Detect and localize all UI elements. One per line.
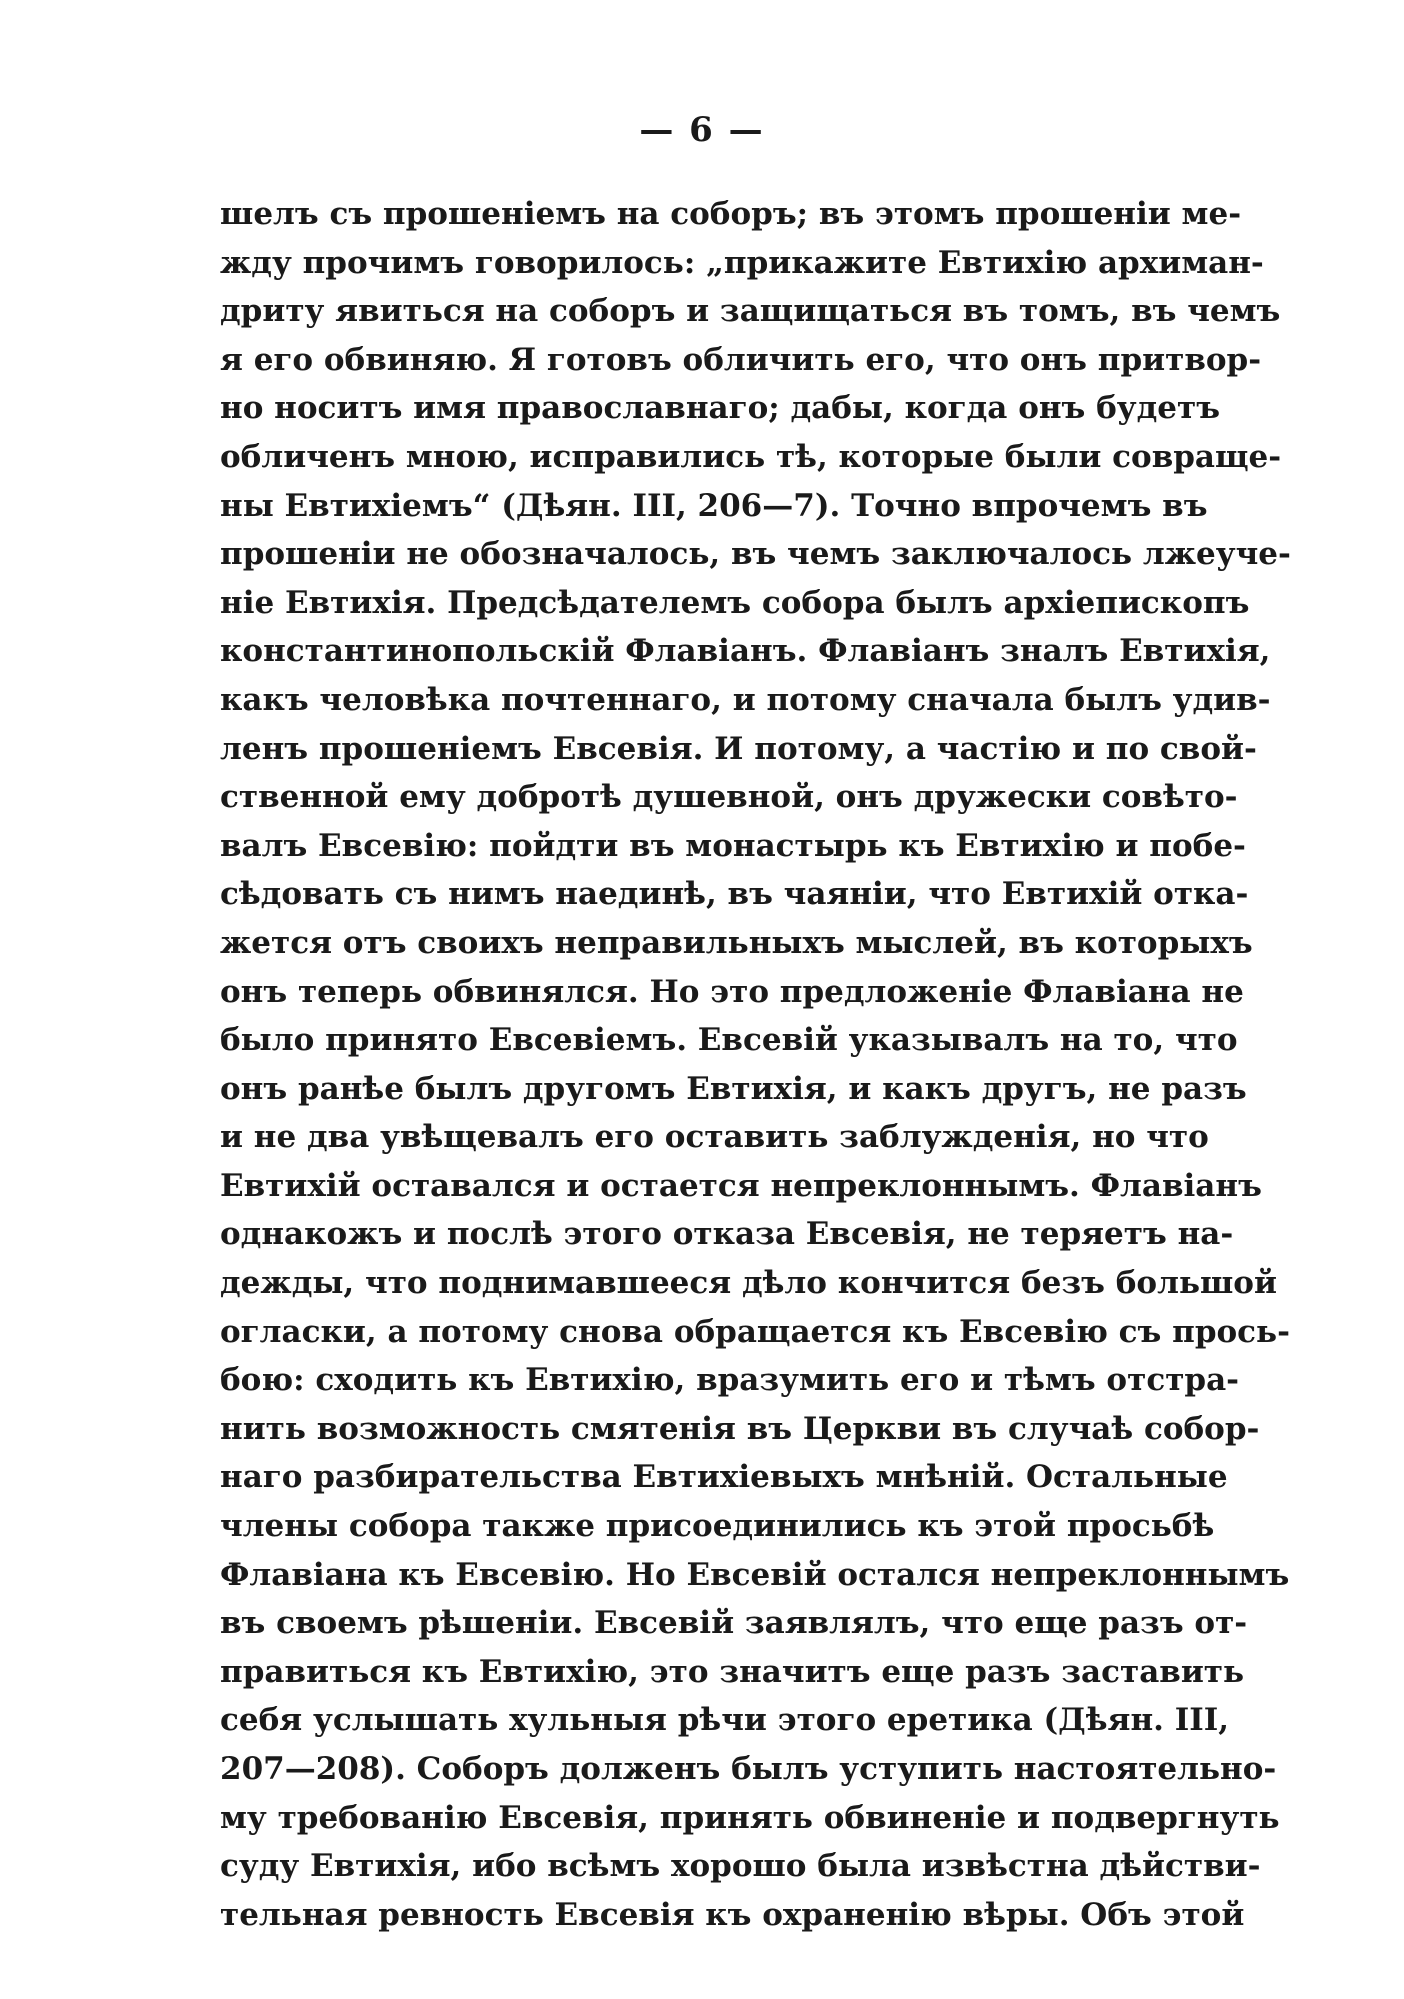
text-line: но носитъ имя православнаго; дабы, когда онъ будетъ	[220, 390, 1221, 427]
text-line: жется отъ своихъ неправильныхъ мыслей, въ которыхъ	[220, 924, 1253, 961]
text-line: бою: сходить къ Евтихію, вразумить его и тѣмъ отстра-	[220, 1362, 1240, 1399]
text-line: себя услышать хульныя рѣчи этого еретика (Дѣян. III,	[220, 1702, 1230, 1739]
text-line: жду прочимъ говорилось: „прикажите Евтихію архиман-	[220, 244, 1264, 281]
text-line: ніе Евтихія. Предсѣдателемъ собора былъ архіепископъ	[220, 584, 1250, 621]
text-line: тельная ревность Евсевія къ охраненію вѣры. Объ этой	[220, 1896, 1245, 1933]
text-line: Евтихій оставался и остается непреклоннымъ. Флавіанъ	[220, 1167, 1262, 1204]
text-line: въ своемъ рѣшеніи. Евсевій заявлялъ, что еще разъ от-	[220, 1605, 1248, 1642]
text-line: му требованію Евсевія, принять обвиненіе и подвергнуть	[220, 1799, 1280, 1836]
text-line: члены собора также присоединились къ этой просьбѣ	[220, 1508, 1215, 1545]
text-line: однакожъ и послѣ этого отказа Евсевія, не теряетъ на-	[220, 1216, 1234, 1253]
text-line: ны Евтихіемъ“ (Дѣян. III, 206—7). Точно впрочемъ въ	[220, 487, 1208, 524]
text-line: дежды, что поднимавшееся дѣло кончится безъ большой	[220, 1265, 1277, 1302]
text-line: обличенъ мною, исправились тѣ, которые были совраще-	[220, 438, 1282, 475]
text-line: нить возможность смятенія въ Церкви въ случаѣ собор-	[220, 1410, 1260, 1447]
text-line: дриту явиться на соборъ и защищаться въ томъ, въ чемъ	[220, 293, 1281, 330]
text-line: какъ человѣка почтеннаго, и потому сначала былъ удив-	[220, 681, 1271, 718]
text-line: онъ теперь обвинялся. Но это предложеніе Флавіана не	[220, 973, 1244, 1010]
body-text	[220, 190, 1291, 1939]
text-line: шелъ съ прошеніемъ на соборъ; въ этомъ прошеніи ме-	[220, 196, 1242, 232]
text-line: валъ Евсевію: пойдти въ монастырь къ Евтихію и побе-	[220, 827, 1246, 864]
text-line: ственной ему добротѣ душевной, онъ дружески совѣто-	[220, 779, 1238, 816]
text-line: константинопольскій Флавіанъ. Флавіанъ зналъ Евтихія,	[220, 633, 1271, 670]
text-line: я его обвиняю. Я готовъ обличить его, что онъ притвор-	[220, 341, 1262, 378]
text-line: 207—208). Соборъ долженъ былъ уступить настоятельно-	[220, 1751, 1277, 1787]
page-number: — 6 —	[639, 110, 765, 150]
text-line: суду Евтихія, ибо всѣмъ хорошо была извѣстна дѣйстви-	[220, 1848, 1261, 1885]
text-line: прошеніи не обозначалось, въ чемъ заключалось лжеуче-	[220, 536, 1291, 573]
text-line: сѣдовать съ нимъ наединѣ, въ чаяніи, что Евтихій отка-	[220, 876, 1249, 913]
text-line: Флавіана къ Евсевію. Но Евсевій остался непреклоннымъ	[220, 1556, 1290, 1593]
text-line: онъ ранѣе былъ другомъ Евтихія, и какъ другъ, не разъ	[220, 1070, 1247, 1107]
text-line: и не два увѣщевалъ его оставить заблужденія, но что	[220, 1119, 1209, 1156]
text-line: огласки, а потому снова обращается къ Евсевію съ прось-	[220, 1313, 1290, 1350]
text-line: было принято Евсевіемъ. Евсевій указывалъ на то, что	[220, 1022, 1238, 1059]
text-line: ленъ прошеніемъ Евсевія. И потому, а частію и по свой-	[220, 730, 1257, 767]
text-line: наго разбирательства Евтихіевыхъ мнѣній. Остальные	[220, 1459, 1228, 1496]
text-line: правиться къ Евтихію, это значитъ еще разъ заставить	[220, 1653, 1245, 1690]
